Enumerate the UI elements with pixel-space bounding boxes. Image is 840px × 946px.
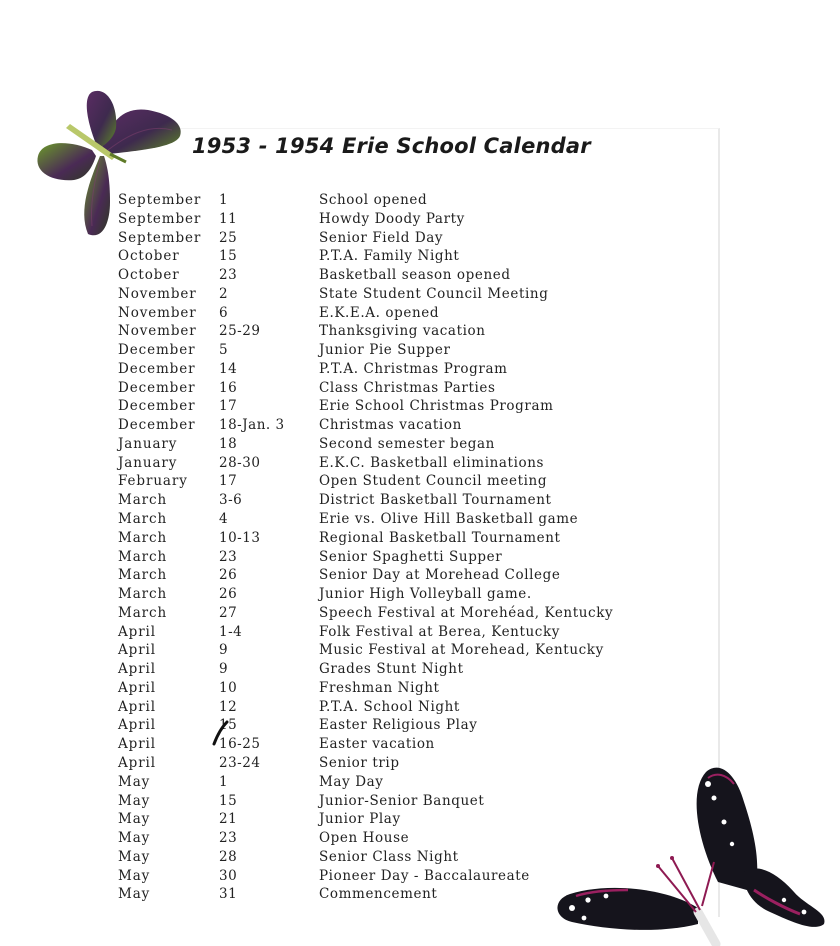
calendar-row [118, 867, 678, 886]
calendar-event: Senior trip [319, 754, 400, 771]
calendar-event: District Basketball Tournament [319, 492, 552, 509]
calendar-month: May [118, 811, 151, 828]
calendar-row [118, 229, 678, 248]
calendar-month: March [118, 604, 168, 621]
calendar-event: Grades Stunt Night [319, 661, 464, 678]
calendar-row [118, 454, 678, 473]
calendar-day: 25 [219, 229, 238, 246]
calendar-event: Second semester began [319, 435, 495, 452]
calendar-day: 23-24 [219, 754, 261, 771]
calendar-event: May Day [319, 773, 384, 790]
calendar-day: 16 [219, 379, 238, 396]
calendar-event: State Student Council Meeting [319, 285, 549, 302]
calendar-event: Christmas vacation [319, 417, 462, 434]
calendar-month: December [118, 417, 196, 434]
calendar-event: Freshman Night [319, 679, 440, 696]
calendar-event: Easter vacation [319, 736, 435, 753]
calendar-day: 26 [219, 567, 238, 584]
calendar-event: Senior Day at Morehead College [319, 567, 561, 584]
calendar-event: Erie School Christmas Program [319, 398, 554, 415]
calendar-event: Junior-Senior Banquet [319, 792, 485, 809]
calendar-day: 10 [219, 679, 238, 696]
calendar-row [118, 191, 678, 210]
calendar-row [118, 341, 678, 360]
calendar-month: March [118, 586, 168, 603]
calendar-day: 31 [219, 886, 238, 903]
calendar-row [118, 792, 678, 811]
calendar-month: April [118, 661, 156, 678]
calendar-row [118, 754, 678, 773]
calendar-event: Open House [319, 830, 410, 847]
calendar-month: April [118, 679, 156, 696]
calendar-day: 23 [219, 267, 238, 284]
calendar-day: 1-4 [219, 623, 243, 640]
calendar-row [118, 716, 678, 735]
calendar-row [118, 641, 678, 660]
calendar-row [118, 435, 678, 454]
calendar-row [118, 379, 678, 398]
calendar-day: 30 [219, 867, 238, 884]
calendar-event: Howdy Doody Party [319, 210, 465, 227]
calendar-month: May [118, 848, 151, 865]
calendar-month: October [118, 248, 180, 265]
calendar-event: Commencement [319, 886, 438, 903]
calendar-event: E.K.C. Basketball eliminations [319, 454, 545, 471]
calendar-row [118, 416, 678, 435]
calendar-day: 9 [219, 661, 229, 678]
calendar-month: May [118, 886, 151, 903]
calendar-month: May [118, 867, 151, 884]
calendar-event: Junior Pie Supper [319, 342, 451, 359]
calendar-day: 15 [219, 717, 238, 734]
calendar-month: March [118, 511, 168, 528]
calendar-row [118, 810, 678, 829]
calendar-row [118, 266, 678, 285]
calendar-event: Thanksgiving vacation [319, 323, 486, 340]
calendar-day: 17 [219, 398, 238, 415]
calendar-day: 27 [219, 604, 238, 621]
calendar-row [118, 829, 678, 848]
calendar-day: 25-29 [219, 323, 261, 340]
calendar-month: December [118, 360, 196, 377]
calendar-event: Pioneer Day - Baccalaureate [319, 867, 530, 884]
calendar-event: Folk Festival at Berea, Kentucky [319, 623, 560, 640]
calendar-day: 5 [219, 342, 229, 359]
calendar-event: P.T.A. Christmas Program [319, 360, 508, 377]
calendar-event: Regional Basketball Tournament [319, 529, 561, 546]
calendar-month: January [118, 454, 178, 471]
calendar-month: November [118, 285, 197, 302]
calendar-row [118, 472, 678, 491]
calendar-row [118, 510, 678, 529]
calendar-row [118, 604, 678, 623]
calendar-row [118, 304, 678, 323]
calendar-row [118, 247, 678, 266]
calendar-row [118, 848, 678, 867]
calendar-day: 6 [219, 304, 229, 321]
calendar-day: 4 [219, 511, 229, 528]
calendar-event: P.T.A. School Night [319, 698, 460, 715]
calendar-row [118, 548, 678, 567]
calendar-row [118, 773, 678, 792]
calendar-day: 15 [219, 792, 238, 809]
calendar-day: 28 [219, 848, 238, 865]
calendar-day: 14 [219, 360, 238, 377]
calendar-event: Music Festival at Morehead, Kentucky [319, 642, 604, 659]
calendar-day: 11 [219, 210, 238, 227]
calendar-day: 10-13 [219, 529, 261, 546]
calendar-event: E.K.E.A. opened [319, 304, 440, 321]
calendar-day: 12 [219, 698, 238, 715]
calendar-month: December [118, 379, 196, 396]
calendar-day: 18-Jan. 3 [219, 417, 285, 434]
calendar-day: 17 [219, 473, 238, 490]
calendar-event: School opened [319, 192, 428, 208]
calendar-month: November [118, 323, 197, 340]
calendar-month: October [118, 267, 180, 284]
calendar-event: Senior Spaghetti Supper [319, 548, 503, 565]
calendar-row [118, 210, 678, 229]
calendar-event: Junior Play [319, 811, 401, 828]
calendar-day: 15 [219, 248, 238, 265]
calendar-month: March [118, 492, 168, 509]
calendar-month: February [118, 473, 188, 490]
calendar-month: December [118, 342, 196, 359]
calendar-row [118, 285, 678, 304]
calendar-day: 23 [219, 548, 238, 565]
calendar-day: 23 [219, 830, 238, 847]
calendar-month: September [118, 229, 202, 246]
page-title: 1953 - 1954 Erie School Calendar [192, 134, 591, 158]
calendar-month: May [118, 792, 151, 809]
calendar-month: November [118, 304, 197, 321]
calendar-day: 26 [219, 586, 238, 603]
calendar-day: 28-30 [219, 454, 261, 471]
calendar-row [118, 322, 678, 341]
calendar-month: April [118, 736, 156, 753]
calendar-row [118, 885, 678, 904]
calendar-day: 21 [219, 811, 238, 828]
calendar-month: April [118, 754, 156, 771]
calendar-month: March [118, 529, 168, 546]
pen-mark-icon [211, 720, 231, 746]
calendar-event: Basketball season opened [319, 267, 511, 284]
calendar-row [118, 660, 678, 679]
calendar-day: 16-25 [219, 736, 261, 753]
calendar-day: 18 [219, 435, 238, 452]
calendar-row [118, 679, 678, 698]
calendar-row [118, 585, 678, 604]
calendar-month: May [118, 773, 151, 790]
calendar-month: April [118, 642, 156, 659]
calendar-day: 1 [219, 192, 229, 208]
calendar-event: Easter Religious Play [319, 717, 478, 734]
calendar-event: Speech Festival at Morehéad, Kentucky [319, 604, 614, 621]
calendar-event: Class Christmas Parties [319, 379, 496, 396]
calendar-day: 9 [219, 642, 229, 659]
calendar-month: September [118, 210, 202, 227]
calendar-day: 3-6 [219, 492, 243, 509]
calendar-month: April [118, 623, 156, 640]
calendar-day: 1 [219, 773, 229, 790]
calendar-day: 2 [219, 285, 229, 302]
calendar-row [118, 491, 678, 510]
calendar-month: May [118, 830, 151, 847]
calendar-event: P.T.A. Family Night [319, 248, 460, 265]
calendar-event: Junior High Volleyball game. [319, 586, 532, 603]
calendar-month: April [118, 698, 156, 715]
calendar-event: Erie vs. Olive Hill Basketball game [319, 511, 579, 528]
calendar-month: March [118, 548, 168, 565]
calendar-row [118, 566, 678, 585]
calendar-month: January [118, 435, 178, 452]
calendar-row [118, 698, 678, 717]
calendar-event: Senior Field Day [319, 229, 444, 246]
calendar-row [118, 397, 678, 416]
calendar-month: September [118, 192, 202, 208]
calendar-event: Open Student Council meeting [319, 473, 548, 490]
calendar-event: Senior Class Night [319, 848, 459, 865]
calendar-list [118, 191, 678, 904]
calendar-month: December [118, 398, 196, 415]
calendar-row [118, 360, 678, 379]
calendar-row [118, 623, 678, 642]
calendar-month: March [118, 567, 168, 584]
calendar-month: April [118, 717, 156, 734]
calendar-row [118, 529, 678, 548]
calendar-row [118, 735, 678, 754]
